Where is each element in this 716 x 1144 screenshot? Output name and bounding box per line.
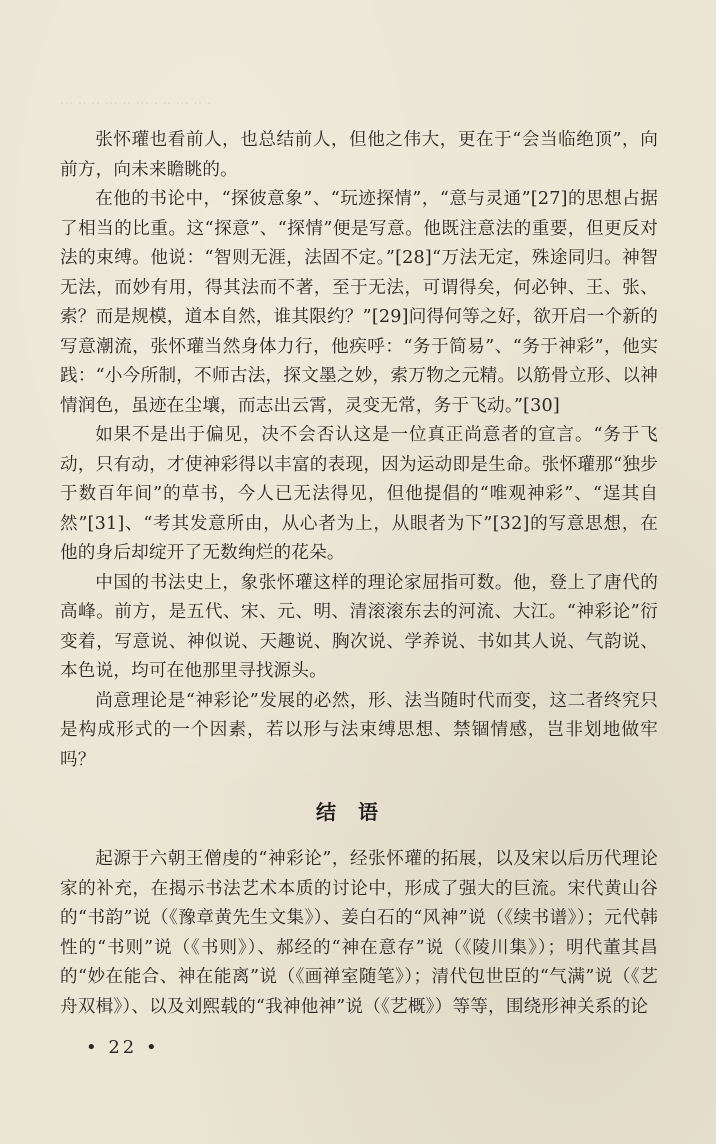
main-body-text (60, 126, 658, 775)
paragraph: 尚意理论是“神彩论”发展的必然，形、法当随时代而变，这二者终究只是构成形式的一个因素，若以形与法束缚思想、禁锢情感，岂非划地做牢吗？ (60, 690, 658, 770)
paragraph: 在他的书论中，“探彼意象”、“玩迹探情”，“意与灵通”[27]的思想占据了相当的比重。这“探意”、“探情”便是写意。他既注意法的重要，但更反对法的束缚。他说：“智则无涯，法固不定。”[28]“万法无定，殊途同归。神智无法，而妙有用，得其法而不著，至于无法，可谓得矣，何必钟、王、张、索？而是规模，道本自然，谁其限约？”[29]问得何等之好，欲开启一个新的写意潮流，张怀瓘当然身体力行，他疾呼：“务于简易”、“务于神彩”，他实践：“小今所制，不师古法，探文墨之妙，索万物之元精。以筋骨立形、以神情润色，虽迹在尘壤，而志出云霄，灵变无常，务于飞动。”[30] (60, 189, 658, 416)
paragraph: 起源于六朝王僧虔的“神彩论”，经张怀瓘的拓展，以及宋以后历代理论家的补充，在揭示书法艺术本质的讨论中，形成了强大的巨流。宋代黄山谷的“书韵”说（《豫章黄先生文集》）、姜白石的“风神”说（《续书谱》）；元代韩性的“书则”说（《书则》）、郝经的“神在意存”说（《陵川集》）；明代董其昌的“妙在能合、神在能离”说（《画禅室随笔》）；清代包世臣的“气满”说（《艺舟双楫》）、以及刘熙载的“我神他神”说（《艺概》）等等，围绕形神关系的论 (60, 849, 658, 1017)
paragraph: 中国的书法史上，象张怀瓘这样的理论家屈指可数。他，登上了唐代的高峰。前方，是五代、宋、元、明、清滚滚东去的河流、大江。“神彩论”衍变着，写意说、神似说、天趣说、胸次说、学养说、书如其人说、气韵说、本色说，均可在他那里寻找源头。 (60, 572, 658, 681)
page-number: • 22 • (86, 1037, 160, 1058)
paragraph: 如果不是出于偏见，决不会否认这是一位真正尚意者的宣言。“务于飞动，只有动，才使神彩得以丰富的表现，因为运动即是生命。张怀瓘那“独步于数百年间”的草书，今人已无法得见，但他提倡的“唯观神彩”、“逞其自然”[31]、“考其发意所由，从心者为上，从眼者为下”[32]的写意思想，在他的身后却绽开了无数绚烂的花朵。 (60, 425, 658, 563)
bleed-through-texture: ··· ·· ·· ··· ·· ··· · ·· ··· ·· · (60, 96, 212, 112)
section-body-text (60, 845, 658, 1022)
paragraph: 张怀瓘也看前人，也总结前人，但他之伟大，更在于“会当临绝顶”，向前方，向未来瞻眺的。 (60, 130, 658, 180)
section-heading: 结语 (316, 800, 400, 824)
